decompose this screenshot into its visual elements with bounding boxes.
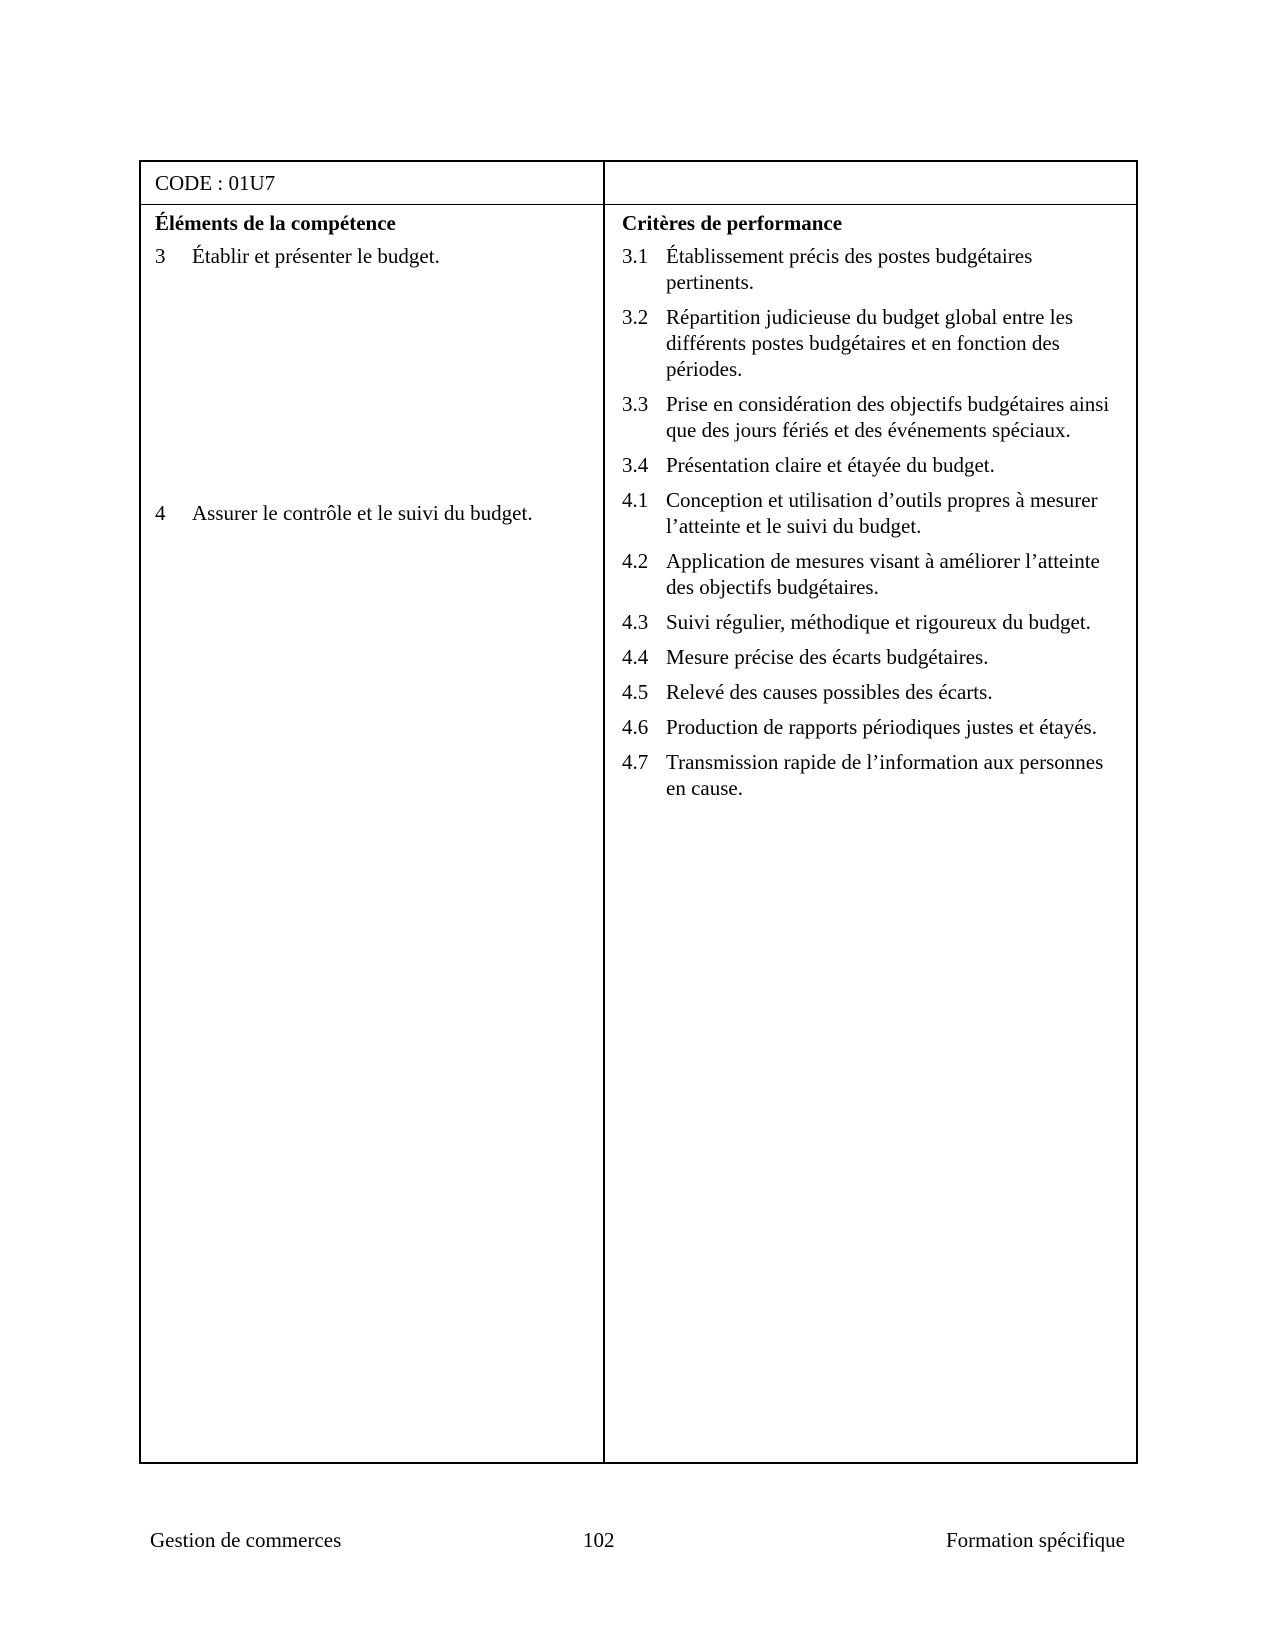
elements-heading: Éléments de la compétence [155, 211, 396, 235]
criterion-text: Prise en considération des objectifs budgétaires ainsi que des jours fériés et des événements spéciaux. [666, 392, 1110, 442]
criterion-number: 3.2 [622, 305, 649, 329]
criterion-number: 4.3 [622, 610, 649, 634]
column-divider [603, 162, 605, 1462]
criterion-number: 4.5 [622, 680, 649, 704]
criterion-text: Répartition judicieuse du budget global entre les différents postes budgétaires et en fonction des périodes. [666, 305, 1074, 381]
criteria-heading: Critères de performance [622, 211, 843, 235]
criterion-item [622, 749, 1122, 801]
criterion-text: Application de mesures visant à améliorer l’atteinte des objectifs budgétaires. [666, 549, 1100, 599]
element-number: 3 [155, 244, 166, 268]
criterion-text: Transmission rapide de l’information aux personnes en cause. [666, 750, 1104, 800]
criterion-number: 3.4 [622, 453, 649, 477]
criterion-text: Suivi régulier, méthodique et rigoureux du budget. [666, 610, 1091, 634]
criterion-item [622, 452, 1122, 478]
code-label: CODE : 01U7 [155, 171, 276, 195]
criterion-item [622, 714, 1122, 740]
criterion-text: Présentation claire et étayée du budget. [666, 453, 995, 477]
element-item [155, 500, 595, 526]
criterion-text: Mesure précise des écarts budgétaires. [666, 645, 989, 669]
header-rule [141, 204, 1136, 205]
criterion-text: Conception et utilisation d’outils propres à mesurer l’atteinte et le suivi du budget. [666, 488, 1098, 538]
criterion-number: 4.7 [622, 750, 649, 774]
footer-program-name: Gestion de commerces [150, 1528, 342, 1552]
criterion-item [622, 243, 1122, 295]
element-text: Établir et présenter le budget. [192, 244, 440, 268]
criterion-item [622, 487, 1122, 539]
element-number: 4 [155, 501, 166, 525]
criterion-item [622, 609, 1122, 635]
page-number: 102 [583, 1528, 615, 1552]
criterion-item [622, 679, 1122, 705]
criterion-item [622, 644, 1122, 670]
criterion-text: Production de rapports périodiques justes et étayés. [666, 715, 1097, 739]
criterion-number: 4.2 [622, 549, 649, 573]
elements-column [155, 210, 595, 526]
criterion-item [622, 548, 1122, 600]
element-item [155, 243, 595, 269]
criterion-number: 4.1 [622, 488, 649, 512]
criterion-number: 4.4 [622, 645, 649, 669]
competency-table [139, 160, 1138, 1464]
criterion-text: Établissement précis des postes budgétaires pertinents. [666, 244, 1033, 294]
criterion-item [622, 391, 1122, 443]
criterion-item [622, 304, 1122, 382]
criterion-number: 3.3 [622, 392, 649, 416]
criterion-number: 3.1 [622, 244, 649, 268]
footer-section-name: Formation spécifique [945, 1528, 1125, 1552]
criteria-column [622, 210, 1122, 810]
element-text: Assurer le contrôle et le suivi du budget. [192, 501, 533, 525]
criterion-text: Relevé des causes possibles des écarts. [666, 680, 993, 704]
criterion-number: 4.6 [622, 715, 649, 739]
